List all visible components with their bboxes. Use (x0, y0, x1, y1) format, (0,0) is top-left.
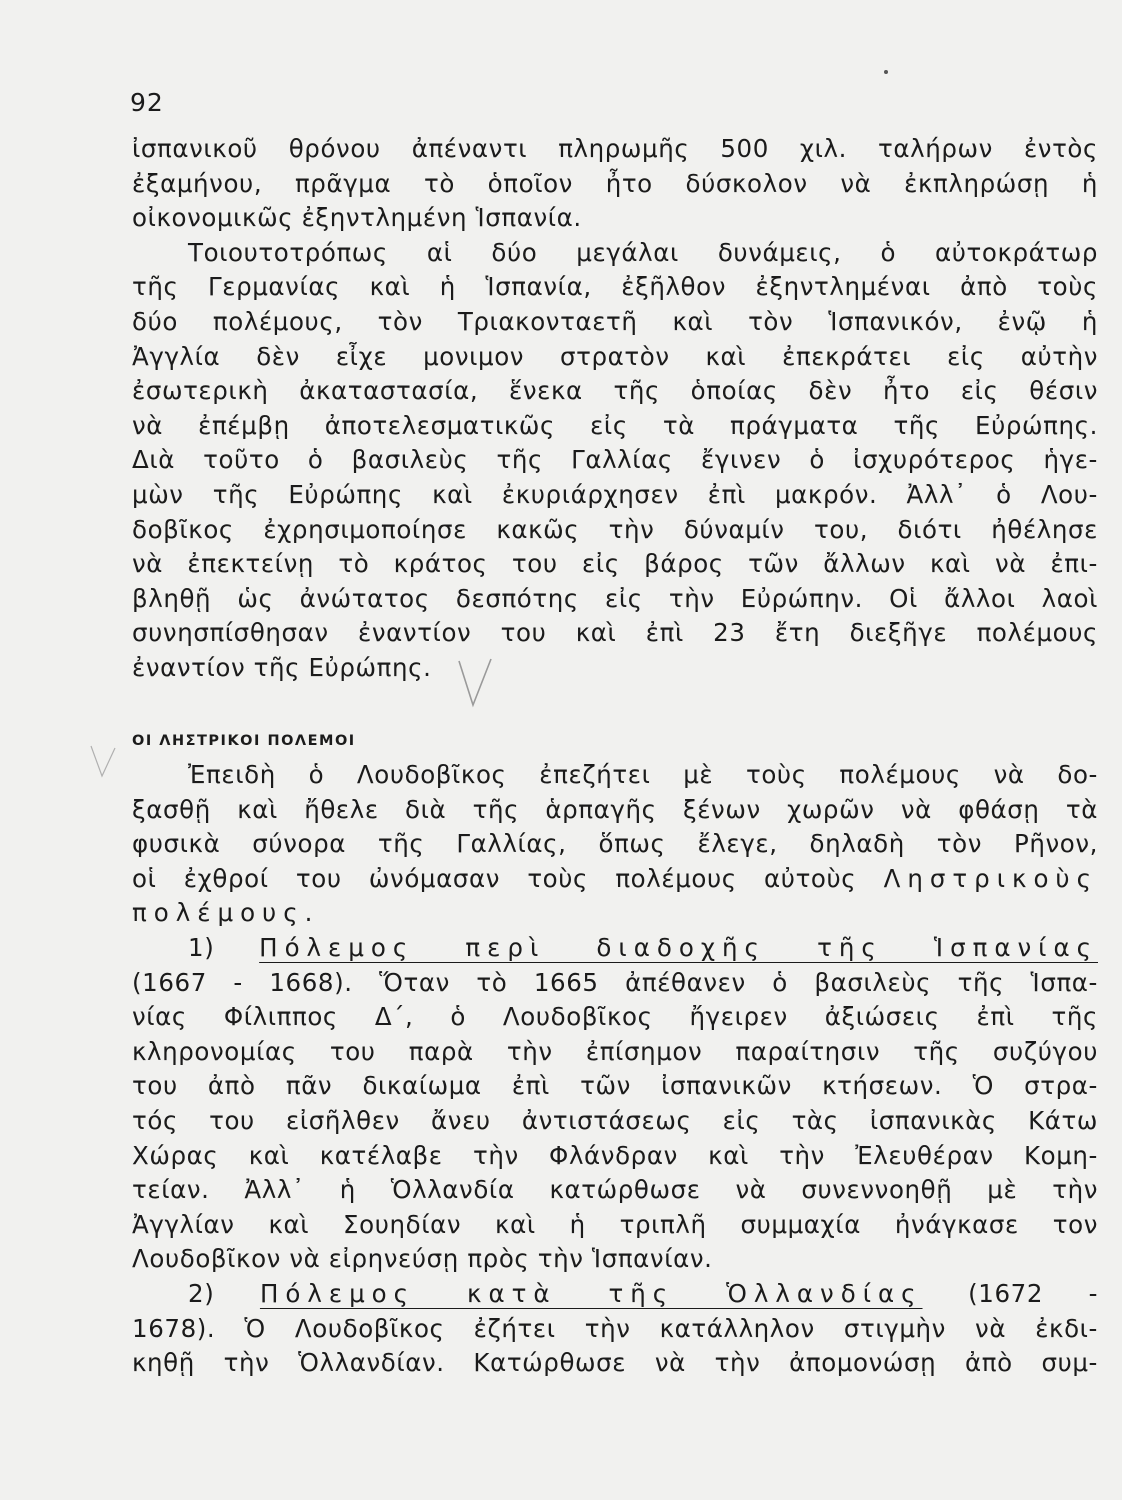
text-line: του ἀπὸ πᾶν δικαίωμα ἐπὶ τῶν ἰσπανικῶν κτήσεων. Ὁ στρα- (132, 1071, 1098, 1101)
war-2-title: Πόλεμος κατὰ τῆς Ὁλλανδίας (259, 1278, 923, 1308)
war-1-title: Πόλεμος περὶ διαδοχῆς τῆς Ἱσπανίας (259, 932, 1098, 962)
text-line: κηθῇ τὴν Ὁλλανδίαν. Κατώρθωσε νὰ τὴν ἀπομονώσῃ ἀπὸ συμ- (132, 1348, 1098, 1378)
text-line: συνησπίσθησαν ἐναντίον του καὶ ἐπὶ 23 ἔτη διεξῆγε πολέμους (132, 618, 1098, 648)
text-line: Ἀγγλία δὲν εἶχε μονιμον στρατὸν καὶ ἐπεκράτει εἰς αὐτὴν (132, 341, 1098, 371)
section-heading: ΟΙ ΛΗΣΤΡΙΚΟΙ ΠΟΛΕΜΟΙ (132, 733, 356, 749)
text-line: (1667 - 1668). Ὅταν τὸ 1665 ἀπέθανεν ὁ βασιλεὺς τῆς Ἱσπα- (132, 967, 1098, 997)
text-line: τείαν. Ἀλλ᾿ ἡ Ὁλλανδία κατώρθωσε νὰ συνεννοηθῇ μὲ τὴν (132, 1175, 1098, 1205)
war-number: 2) (188, 1278, 215, 1308)
text-line: τός του εἰσῆλθεν ἄνευ ἀντιστάσεως εἰς τὰς ἰσπανικὰς Κάτω (132, 1105, 1098, 1135)
text-line-part: οἱ ἐχθροί του ὠνόμασαν τοὺς πολέμους αὐτοὺς (132, 863, 857, 893)
text-line: δύο πολέμους, τὸν Τριακονταετῆ καὶ τὸν Ἱσπανικόν, ἐνῷ ἡ (132, 306, 1098, 336)
text-line: μὼν τῆς Εὐρώπης καὶ ἐκυριάρχησεν ἐπὶ μακρόν. Ἀλλ᾿ ὁ Λου- (132, 479, 1098, 509)
pencil-margin-mark (88, 742, 118, 782)
war-2-heading-line (132, 1277, 1098, 1312)
text-line (132, 862, 1098, 897)
spaced-term: Ληστρικοὺς (883, 863, 1098, 893)
text-line: ἐναντίον τῆς Εὐρώπης. (132, 652, 432, 682)
text-line: βληθῇ ὡς ἀνώτατος δεσπότης εἰς τὴν Εὐρώπην. Οἱ ἄλλοι λαοὶ (132, 583, 1098, 613)
text-line: δοβῖκος ἐχρησιμοποίησε κακῶς τὴν δύναμίν του, διότι ἠθέλησε (132, 514, 1098, 544)
text-line: ἐξαμήνου, πρᾶγμα τὸ ὁποῖον ἦτο δύσκολον νὰ ἐκπληρώσῃ ἡ (132, 168, 1098, 198)
text-line: Τοιουτοτρόπως αἱ δύο μεγάλαι δυνάμεις, ὁ αὐτοκράτωρ (188, 237, 1098, 267)
paragraph-2 (132, 758, 1098, 1381)
text-line: νίας Φίλιππος Δ΄, ὁ Λουδοβῖκος ἤγειρεν ἀξιώσεις ἐπὶ τῆς (132, 1002, 1098, 1032)
text-line: ἰσπανικοῦ θρόνου ἀπέναντι πληρωμῆς 500 χιλ. ταλήρων ἐντὸς (132, 134, 1098, 163)
text-line: νὰ ἐπεκτείνῃ τὸ κράτος του εἰς βάρος τῶν ἄλλων καὶ νὰ ἐπι- (132, 549, 1098, 579)
text-line: Ἀγγλίαν καὶ Σουηδίαν καὶ ἡ τριπλῆ συμμαχία ἠνάγκασε τον (132, 1209, 1098, 1239)
text-line: οἰκονομικῶς ἐξηντλημένη Ἱσπανία. (132, 203, 582, 233)
text-line: 1678). Ὁ Λουδοβῖκος ἐζήτει τὴν κατάλληλον στιγμὴν νὰ ἐκδι- (132, 1313, 1098, 1343)
paragraph-1 (132, 132, 1098, 686)
text-line: ξασθῇ καὶ ἤθελε διὰ τῆς ἁρπαγῆς ξένων χωρῶν νὰ φθάσῃ τὰ (132, 794, 1098, 824)
text-line: Λουδοβῖκον νὰ εἰρηνεύσῃ πρὸς τὴν Ἱσπανίαν. (132, 1244, 713, 1274)
war-1-heading-line (132, 931, 1098, 966)
war-2-dates: (1672 - (968, 1278, 1098, 1308)
ink-speck (884, 70, 888, 74)
spaced-term: πολέμους. (132, 898, 320, 928)
text-line: Χώρας καὶ κατέλαβε τὴν Φλάνδραν καὶ τὴν Ἐλευθέραν Κομη- (132, 1140, 1098, 1170)
text-line: Διὰ τοῦτο ὁ βασιλεὺς τῆς Γαλλίας ἔγινεν ὁ ἰσχυρότερος ἡγε- (132, 445, 1098, 475)
text-line: Ἐπειδὴ ὁ Λουδοβῖκος ἐπεζήτει μὲ τοὺς πολέμους νὰ δο- (188, 760, 1098, 789)
war-number: 1) (188, 932, 215, 962)
text-line: φυσικὰ σύνορα τῆς Γαλλίας, ὅπως ἔλεγε, δηλαδὴ τὸν Ρῆνον, (132, 829, 1098, 859)
text-line: κληρονομίας του παρὰ τὴν ἐπίσημον παραίτησιν τῆς συζύγου (132, 1036, 1098, 1066)
text-line: ἐσωτερικὴ ἀκαταστασία, ἕνεκα τῆς ὁποίας δὲν ἦτο εἰς θέσιν (132, 376, 1098, 406)
page-number: 92 (130, 88, 164, 117)
text-line: τῆς Γερμανίας καὶ ἡ Ἱσπανία, ἐξῆλθον ἐξηντλημέναι ἀπὸ τοὺς (132, 272, 1098, 302)
text-line: νὰ ἐπέμβῃ ἀποτελεσματικῶς εἰς τὰ πράγματα τῆς Εὐρώπης. (132, 410, 1098, 440)
